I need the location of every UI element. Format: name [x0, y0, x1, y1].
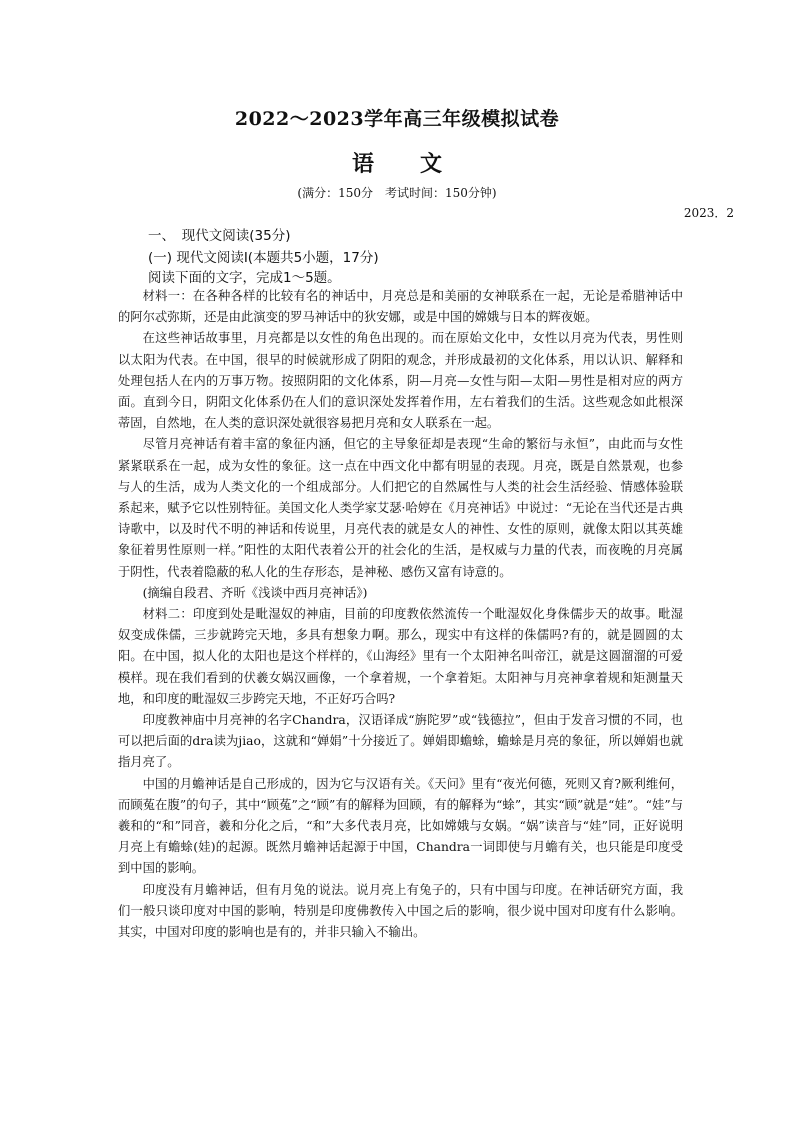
- reading-passage: [118, 286, 683, 943]
- paragraph: 印度没有月蟾神话，但有月兔的说法。说月亮上有兔子的，只有中国与印度。在神话研究方面，我们一般只谈印度对中国的影响，特别是印度佛教传入中国之后的影响，很少说中国对印度有什么影响。其实，中国对印度的影响也是有的，并非只输入不输出。: [118, 882, 683, 940]
- section-heading: 一、 现代文阅读(35分): [148, 228, 291, 244]
- subsection-heading: (一) 现代文阅读Ⅰ(本题共5小题，17分): [148, 250, 379, 266]
- paragraph: 在这些神话故事里，月亮都是以女性的角色出现的。而在原始文化中，女性以月亮为代表，男性则以太阳为代表。在中国，很早的时候就形成了阴阳的观念，并形成最初的文化体系，用以认识、解释和处理包括人在内的万事万物。按照阴阳的文化体系，阴—月亮—女性与阳—太阳—男性是相对应的两方面。直到今日，阴阳文化体系仍在人们的意识深处发挥着作用，左右着我们的生活。这些观念如此根深蒂固，自然地，在人类的意识深处就很容易把月亮和女人联系在一起。: [118, 331, 683, 431]
- paragraph: 尽管月亮神话有着丰富的象征内涵，但它的主导象征却是表现“生命的繁衍与永恒”，由此而与女性紧紧联系在一起，成为女性的象征。这一点在中西文化中都有明显的表现。月亮，既是自然景观，也参与人的生活，成为人类文化的一个组成部分。人们把它的自然属性与人类的社会生活经验、情感体验联系起来，赋予它以性别特征。美国文化人类学家艾瑟·哈婷在《月亮神话》中说过：“无论在当代还是古典诗歌中，以及时代不明的神话和传说里，月亮代表的就是女人的神性、女性的原则，就像太阳以其英雄象征着男性原则一样。”阳性的太阳代表着公开的社会化的生活，是权威与力量的代表，而夜晚的月亮属于阴性，代表着隐蔽的私人化的生存形态，是神秘、感伤又富有诗意的。: [118, 437, 683, 579]
- paragraph: 中国的月蟾神话是自己形成的，因为它与汉语有关。《天问》里有“夜光何德，死则又育?厥利维何，而顾菟在腹”的句子，其中“顾菟”之“顾”有的解释为回顾，有的解释为“蜍”，其实“顾”就是“娃”。“娃”与羲和的“和”同音，羲和分化之后，“和”大多代表月亮，比如嫦娥与女娲。“娲”读音与“娃”同，正好说明月亮上有蟾蜍(娃)的起源。既然月蟾神话起源于中国，Chandra一词即使与月蟾有关，也只能是印度受到中国的影响。: [118, 776, 683, 876]
- exam-title: 2022～2023学年高三年级模拟试卷: [234, 108, 560, 130]
- subject-title: 语文: [351, 151, 488, 177]
- paragraph: 印度教神庙中月亮神的名字Chandra，汉语译成“旃陀罗”或“钱德拉”，但由于发音习惯的不同，也可以把后面的dra读为jiao，这就和“婵娟”十分接近了。婵娟即蟾蜍，蟾蜍是月亮的象征，所以婵娟也就指月亮了。: [118, 713, 683, 770]
- paragraph-material-two: 材料二：印度到处是毗湿奴的神庙，目前的印度教依然流传一个毗湿奴化身侏儒步天的故事。毗湿奴变成侏儒，三步就跨完天地，多具有想象力啊。那么，现实中有这样的侏儒吗?有的，就是圆圆的太阳。在中国，拟人化的太阳也是这个样样的，《山海经》里有一个太阳神名叫帝江，就是这圆溜溜的可爱模样。现在我们看到的伏羲女娲汉画像，一个拿着规，一个拿着矩。太阳神与月亮神拿着规和矩测量天地，和印度的毗湿奴三步跨完天地，不正好巧合吗?: [118, 607, 683, 706]
- exam-meta: (满分：150分 考试时间：150分钟): [297, 186, 497, 200]
- paragraph-material-one: 材料一：在各种各样的比较有名的神话中，月亮总是和美丽的女神联系在一起，无论是希腊神话中的阿尔忒弥斯，还是由此演变的罗马神话中的狄安娜，或是中国的嫦娥与日本的辉夜姬。: [118, 289, 683, 325]
- reading-instruction: 阅读下面的文字，完成1～5题。: [148, 270, 341, 286]
- source-citation: (摘编自段君、齐昕《浅谈中西月亮神话》): [142, 585, 368, 600]
- exam-date: 2023．2: [683, 206, 734, 220]
